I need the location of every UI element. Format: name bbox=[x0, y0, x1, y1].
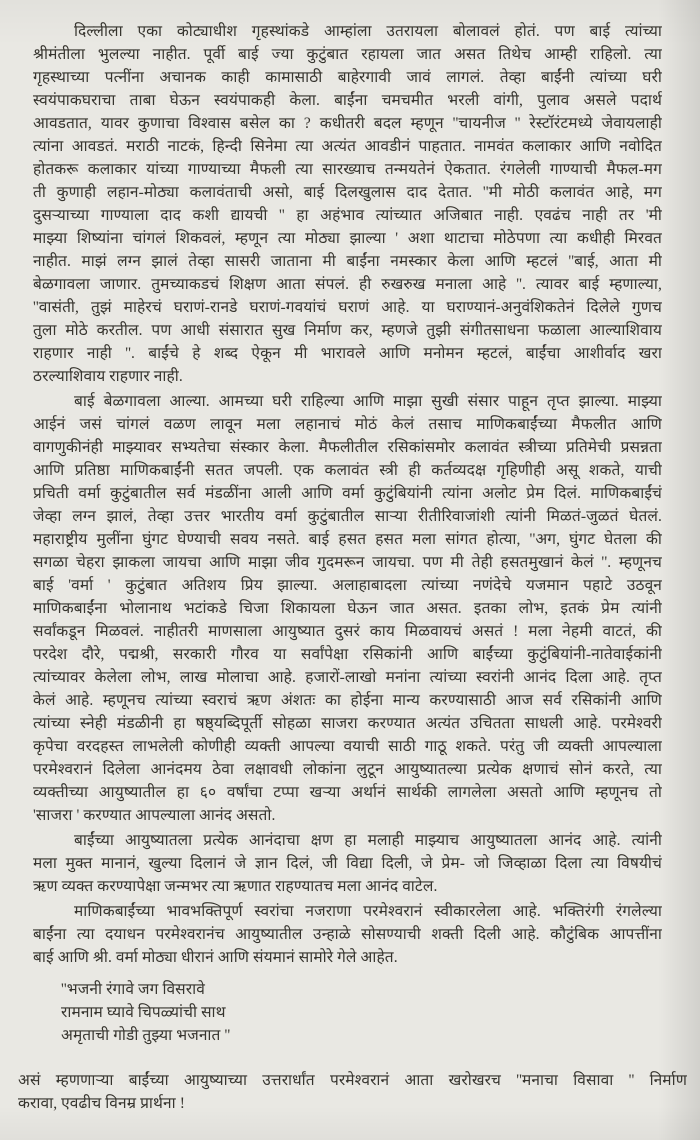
text-line: ती कुणाही लहान-मोठ्या कलावंताची असो, बाई दिलखुलास दाद देतात. ''मी मोठी कलावंत आहे, मग bbox=[33, 184, 662, 201]
closing-paragraph bbox=[18, 1069, 687, 1115]
text-line: माणिकबाईंच्या भावभक्तिपूर्ण स्वरांचा नजराणा परमेश्वरानं स्वीकारलेला आहे. भक्तिरंगी रंगलेल्या bbox=[74, 903, 662, 920]
text-line: परदेश दौरे, पद्मश्री, सरकारी गौरव या सर्वांपेक्षा रसिकांनी आणि बाईंच्या कुटुंबियांनी-नातेवाईकांनी bbox=[33, 646, 662, 663]
text-line: असं म्हणणाऱ्या बाईंच्या आयुष्याच्या उत्तरार्धांत परमेश्वरानं आता खरोखरच ''मनाचा विसावा '' निर्माण bbox=[18, 1072, 687, 1089]
paragraph-3 bbox=[33, 829, 662, 898]
text-line: व्यक्तीच्या आयुष्यातील हा ६० वर्षांचा टप्पा खऱ्या अर्थानं सार्थकी लागलेला असतो आणि म्हणूनच तो bbox=[33, 784, 662, 801]
paragraph-4 bbox=[33, 900, 662, 969]
text-line: बाई आणि श्री. वर्मा मोठ्या धीरानं आणि संयमानं सामोरे गेले आहेत. bbox=[33, 949, 398, 966]
text-line: प्रचिती वर्मा कुटुंबातील सर्व मंडळींना आली आणि वर्मा कुटुंबियांनी त्यांना अलोट प्रेम दिलं. माणिकबाईंचं bbox=[33, 485, 662, 502]
text-line: केलं आहे. म्हणूनच त्यांच्या स्वराचं ऋण अंशतः का होईना मान्य करण्यासाठी आज सर्व रसिकांनी आणि bbox=[33, 692, 662, 709]
text-line: माझ्या शिष्यांना चांगलं शिकवलं, म्हणून त्या मोठ्या झाल्या ' अशा थाटाचा मोठेपणा त्या कधीही मिरवत bbox=[33, 230, 662, 247]
text-line: मला मुक्त मानानं, खुल्या दिलानं जे ज्ञान दिलं, जी विद्या दिली, जे प्रेम- जो जिव्हाळा दिला त्या विषयीचं bbox=[33, 855, 662, 872]
text-line: होतकरू कलाकार यांच्या गाण्याच्या मैफली त्या सारख्याच तन्मयतेनं ऐकतात. रंगलेली गाण्याची मैफल-मग bbox=[33, 161, 662, 178]
text-line: त्यांच्या स्नेही मंडळीनी हा षष्ठ्यब्दिपूर्ती सोहळा साजरा करण्यात अत्यंत उचितता साधली आहे. परमेश्वरी bbox=[33, 715, 662, 732]
text-line: जेव्हा लग्न झालं, तेव्हा उत्तर भारतीय वर्मा कुटुंबातील साऱ्या रीतीरिवाजांशी त्यांनी मिळतं-जुळतं घेतलं. bbox=[33, 508, 662, 525]
text-line: त्यांच्यावर केलेला लोभ, लाख मोलाचा आहे. हजारों-लाखो मनांना त्यांच्या स्वरांनी आनंद दिला आहे. तृप्त bbox=[33, 669, 662, 686]
text-line: श्रीमंतीला भुलल्या नाहीत. पूर्वी बाई ज्या कुटुंबात रहायला जात असत तिथेच आम्ही राहिलो. त्या bbox=[33, 46, 662, 63]
text-line: नाहीत. माझं लग्न झालं तेव्हा सासरी जाताना मी बाईंना नमस्कार केला आणि म्हटलं ''बाई, आता मी bbox=[33, 253, 662, 270]
text-line: परमेश्वरानं दिलेला आनंदमय ठेवा लक्षावधी लोकांना लुटून आयुष्यातल्या प्रत्येक क्षणाचं सोनं करते, त्या bbox=[33, 761, 662, 778]
text-line: सर्वांकडून मिळवलं. नाहीतरी माणसाला आयुष्यात दुसरं काय मिळवायचं असतं ! मला नेहमी वाटतं, की bbox=[33, 623, 662, 640]
text-line: दुसऱ्याच्या गाण्याला दाद कशी द्यायची '' हा अहंभाव त्यांच्यात अजिबात नाही. एवढंच नाही तर 'मी bbox=[33, 207, 662, 224]
text-line: 'साजरा ' करण्यात आपल्याला आनंद असतो. bbox=[33, 807, 276, 824]
text-line: दिल्लीला एका कोट्याधीश गृहस्थांकडे आम्हांला उतरायला बोलावलं होतं. पण बाई त्यांच्या bbox=[74, 23, 662, 40]
text-line: बेळगावला जाणार. तुमच्याकडचं शिक्षण आता संपलं. ही रुखरुख मनाला आहे ''. त्यावर बाई म्हणाल्या, bbox=[33, 276, 662, 293]
text-line: अमृताची गोडी तुझ्या भजनात '' bbox=[61, 1027, 231, 1044]
text-line: आणि प्रतिष्ठा माणिकबाईंनी सतत जपली. एक कलावंत स्त्री ही कर्तव्यदक्ष गृहिणीही असू शकते, याची bbox=[33, 462, 662, 479]
text-line: आईनं जसं चांगलं वळण लावून मला लहानाचं मोठं केलं तसाच माणिकबाईंच्या मैफलीत आणि bbox=[33, 416, 662, 433]
text-line: करावा, एवढीच विनम्र प्रार्थना ! bbox=[18, 1095, 185, 1112]
text-line: बाईंना त्या दयाधन परमेश्वरानंच आयुष्यातील उन्हाळे सोसण्याची शक्ती दिली आहे. कौटुंबिक आपत्तींना bbox=[33, 926, 662, 943]
text-line: ठरल्याशिवाय राहणार नाही. bbox=[33, 368, 183, 385]
text-line: रामनाम घ्यावे चिपळ्यांची साथ bbox=[61, 1004, 226, 1021]
text-line: सगळा चेहरा झाकला जायचा आणि माझा जीव गुदमरून जायचा. पण मी तेही हसतमुखानं केलं ''. म्हणूनच bbox=[33, 554, 662, 571]
text-line: महाराष्ट्रीय मुलींना घुंगट घेण्याची सवय नसते. बाई हसत हसत मला सांगत होत्या, ''अग, घुंगट घेतला की bbox=[33, 531, 662, 548]
text-line: बाई 'वर्मा ' कुटुंबात अतिशय प्रिय झाल्या. अलाहाबादला त्यांच्या नणंदेचे यजमान पहाटे उठवून bbox=[33, 577, 662, 594]
text-line: स्वयंपाकघराचा ताबा घेऊन स्वयंपाकही केला. बाईंना चमचमीत भरली वांगी, पुलाव असले पदार्थ bbox=[33, 92, 662, 109]
text-line: कृपेचा वरदहस्त लाभलेली कोणीही व्यक्ती आपल्या वयाची साठी गाठू शकते. परंतु जी व्यक्ती आपल्याला bbox=[33, 738, 662, 755]
text-line: गृहस्थाच्या पत्नींना अचानक काही कामासाठी बाहेरगावी जावं लागलं. तेव्हा बाईंनी त्यांच्या घरी bbox=[33, 69, 662, 86]
text-line: ''वासंती, तुझं माहेरचं घराणं-रानडे घराणं-गवयांचं घराणं आहे. या घराण्यानं-अनुवंशिकतेनं दिलेले गुणच bbox=[33, 299, 662, 316]
text-line: राहणार नाही ''. बाईंचे हे शब्द ऐकून मी भारावले आणि मनोमन म्हटलं, बाईंचा आशीर्वाद खरा bbox=[33, 345, 662, 362]
text-line: ऋण व्यक्त करण्यापेक्षा जन्मभर त्या ऋणात राहण्यातच मला आनंद वाटेल. bbox=[33, 878, 438, 895]
page-text bbox=[18, 20, 687, 1115]
paragraph-2 bbox=[33, 390, 662, 827]
text-line: त्यांना आवडतं. मराठी नाटकं, हिन्दी सिनेमा त्या अत्यंत आवडीनं पाहतात. नामवंत कलाकार आणि नवोदित bbox=[33, 138, 662, 155]
text-line: बाई बेळगावला आल्या. आमच्या घरी राहिल्या आणि माझा सुखी संसार पाहून तृप्त झाल्या. माझ्या bbox=[74, 393, 662, 410]
text-line: बाईंच्या आयुष्यातला प्रत्येक आनंदाचा क्षण हा मलाही माझ्याच आयुष्यातला आनंद आहे. त्यांनी bbox=[74, 832, 662, 849]
bhajan-verse bbox=[61, 978, 662, 1047]
text-line: आवडतात, यावर कुणाचा विश्वास बसेल का ? कधीतरी बदल म्हणून ''चायनीज '' रेस्टॉरंटमध्ये जेवायलाही bbox=[33, 115, 662, 132]
text-line: माणिकबाईंना भोलानाथ भटांकडे चिजा शिकायला घेऊन जात असत. इतका लोभ, इतकं प्रेम त्यांनी bbox=[33, 600, 662, 617]
text-line: ''भजनी रंगावे जग विसरावे bbox=[61, 981, 205, 998]
paragraph-1 bbox=[33, 20, 662, 388]
text-line: तुला मोठे करतील. पण आधी संसारात सुख निर्माण कर, म्हणजे तुझी संगीतसाधना फळाला आल्याशिवाय bbox=[33, 322, 662, 339]
text-line: वागणुकीनंही माझ्यावर सभ्यतेचा संस्कार केला. मैफलीतील रसिकांसमोर कलावंत स्त्रीच्या प्रतिमेची प्रसन्नता bbox=[33, 439, 662, 456]
